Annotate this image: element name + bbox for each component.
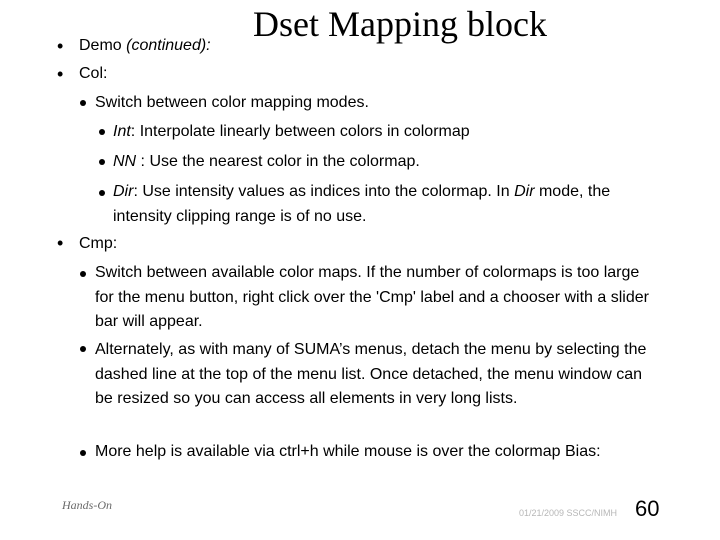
bullet-icon (99, 129, 105, 135)
mode-desc: : Interpolate linearly between colors in colormap (130, 123, 470, 140)
bullet-icon: • (57, 233, 64, 253)
bullet-icon (80, 450, 86, 456)
demo-note: (continued): (126, 37, 211, 54)
bullet-icon (99, 159, 105, 165)
bullet-icon: • (57, 36, 64, 56)
bullet-icon: • (57, 64, 64, 84)
col-label: Col: (79, 65, 108, 82)
bullet-icon (80, 100, 86, 106)
footer-date: 01/21/2009 SSCC/NIMH (519, 508, 618, 518)
demo-label: Demo (79, 37, 127, 54)
mode-name-inline: Dir (514, 183, 535, 200)
mode-name: Dir (113, 183, 134, 200)
slide-title: Dset Mapping block (253, 4, 547, 44)
mode-desc-continued: mode, the intensity clipping range is of no use. (113, 183, 611, 225)
bullet-icon (99, 190, 105, 196)
col-modes-heading: Switch between color mapping modes. (95, 94, 369, 111)
mode-name: NN (113, 153, 137, 170)
mode-desc: : Use intensity values as indices into the colormap. In (133, 183, 515, 200)
cmp-item: Switch between available color maps. If the number of colormaps is too large for the menu button, right click over the 'Cmp' label and a chooser with a slider bar will appear. (95, 264, 649, 330)
cmp-item: More help is available via ctrl+h while mouse is over the colormap Bias: (95, 443, 601, 460)
page-number: 60 (635, 496, 660, 521)
col-mode-dir (113, 180, 658, 229)
cmp-label: Cmp: (79, 235, 118, 252)
col-mode-nn (113, 150, 703, 175)
mode-name: Int (113, 123, 131, 140)
bullet-icon (80, 271, 86, 277)
bullet-icon (80, 346, 86, 352)
demo-item (79, 36, 211, 56)
col-mode-int (113, 120, 703, 145)
footer-label: Hands-On (62, 498, 112, 512)
mode-desc: : Use the nearest color in the colormap. (136, 153, 420, 170)
cmp-item: Alternately, as with many of SUMA’s menus, detach the menu by selecting the dashed line at the top of the menu list. Once detached, the menu window can be resized so you can access all elements in very long lists. (95, 341, 647, 407)
